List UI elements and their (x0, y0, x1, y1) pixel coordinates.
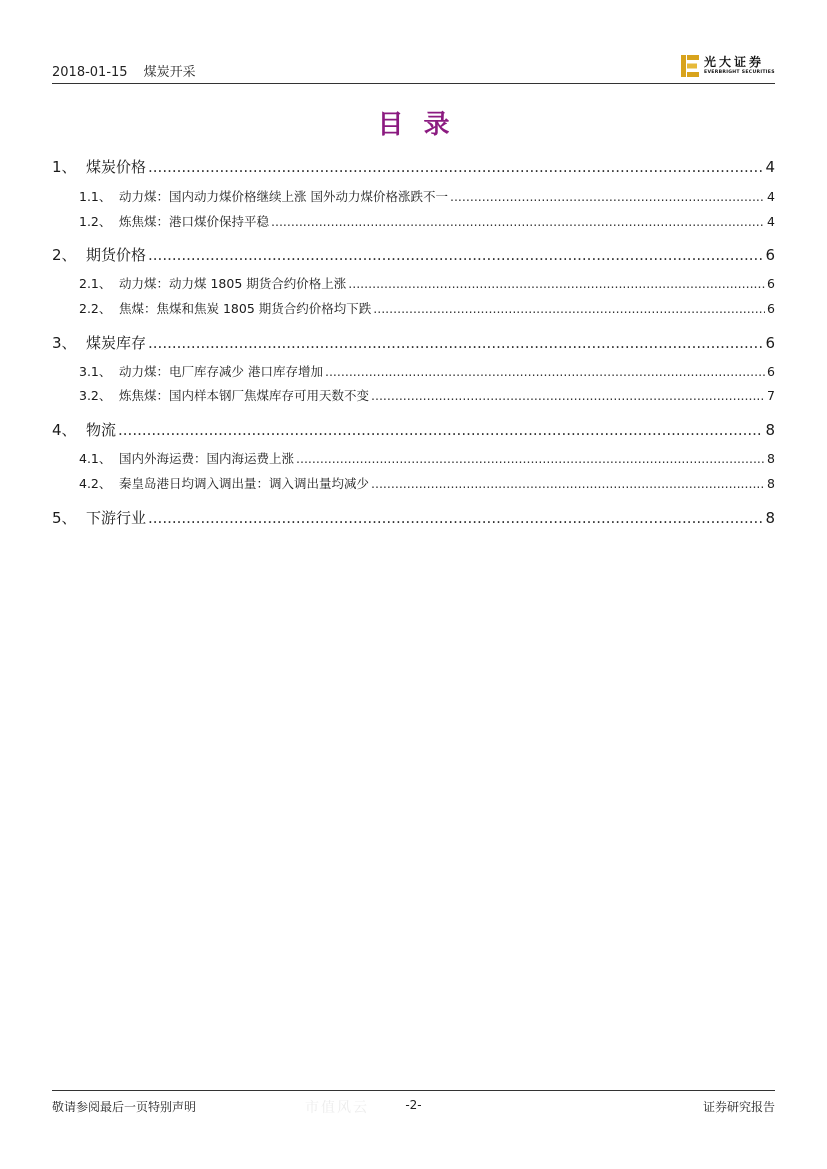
toc-entry-page: 8 (767, 476, 775, 491)
toc-leader-dots (148, 246, 763, 264)
toc-entry-page: 8 (765, 509, 775, 527)
toc-leader-dots (148, 334, 763, 352)
toc-entry-page: 6 (767, 276, 775, 291)
toc-entry[interactable] (79, 362, 775, 380)
toc-entry-page: 4 (767, 189, 775, 204)
toc-leader-dots (348, 276, 765, 291)
toc-entry-number: 2、 (52, 246, 77, 264)
toc-leader-dots (371, 476, 765, 491)
toc-entry[interactable] (79, 449, 775, 467)
toc-leader-dots (148, 158, 763, 176)
toc-leader-dots (271, 214, 765, 229)
toc-entry[interactable] (52, 332, 775, 353)
toc-entry-title: 动力煤：动力煤 1805 期货合约价格上涨 (119, 276, 347, 291)
toc-entry[interactable] (52, 419, 775, 440)
toc-entry-number: 1.1、 (79, 189, 112, 204)
everbright-logo (681, 53, 775, 79)
header-text (52, 61, 196, 80)
toc-entry-page: 4 (767, 214, 775, 229)
toc-entry-number: 4.2、 (79, 476, 112, 491)
toc-leader-dots (325, 364, 765, 379)
toc-entry-title: 国内外海运费：国内海运费上涨 (119, 451, 295, 466)
toc-leader-dots (450, 189, 765, 204)
toc-entry-number: 1.2、 (79, 214, 112, 229)
page-header (52, 52, 775, 84)
toc-entry-page: 8 (767, 451, 775, 466)
toc-entry-page: 7 (767, 388, 775, 403)
toc-leader-dots (118, 421, 763, 439)
toc-entry-title: 期货价格 (86, 246, 147, 264)
toc-entry-page: 6 (767, 301, 775, 316)
toc-entry-page: 8 (765, 421, 775, 439)
logo-english-name: EVERBRIGHT SECURITIES (704, 70, 775, 75)
toc-entry-number: 1、 (52, 158, 77, 176)
toc-entry-title: 焦煤：焦煤和焦炭 1805 期货合约价格均下跌 (119, 301, 372, 316)
toc-entry-number: 3.2、 (79, 388, 112, 403)
toc-entry-number: 2.1、 (79, 276, 112, 291)
toc-entry-number: 2.2、 (79, 301, 112, 316)
toc-entry-number: 4.1、 (79, 451, 112, 466)
everbright-logo-icon (681, 55, 699, 77)
toc-entry-title: 煤炭价格 (86, 158, 147, 176)
footer-report-type: 证券研究报告 (702, 1100, 775, 1114)
toc-leader-dots (373, 301, 765, 316)
toc-title: 目录 (377, 110, 470, 140)
page-footer (52, 1090, 775, 1120)
toc-entry-page: 4 (765, 158, 775, 176)
toc-entry-title: 炼焦煤：国内样本钢厂焦煤库存可用天数不变 (119, 388, 370, 403)
toc-entry-title: 动力煤：国内动力煤价格继续上涨 国外动力煤价格涨跌不一 (119, 189, 448, 204)
toc-leader-dots (148, 509, 763, 527)
toc-entry-title: 秦皇岛港日均调入调出量：调入调出量均减少 (119, 476, 370, 491)
toc-entry-number: 3、 (52, 334, 77, 352)
page-number: -2- (405, 1098, 422, 1112)
toc-entry[interactable] (52, 244, 775, 265)
toc-entry[interactable] (79, 274, 775, 292)
toc-leader-dots (296, 451, 765, 466)
toc-entry-page: 6 (765, 334, 775, 352)
footer-divider (52, 1090, 775, 1091)
toc-entry[interactable] (79, 187, 775, 205)
toc-entry[interactable] (79, 474, 775, 492)
header-topic: 煤炭开采 (143, 65, 196, 80)
toc-entry[interactable] (79, 386, 775, 404)
toc-entry[interactable] (52, 156, 775, 177)
toc-entry-title: 物流 (86, 421, 117, 439)
toc-entry-title: 煤炭库存 (86, 334, 147, 352)
toc-entry-number: 5、 (52, 509, 77, 527)
header-divider (52, 83, 775, 84)
toc-entry[interactable] (52, 507, 775, 528)
toc-entry-title: 炼焦煤：港口煤价保持平稳 (119, 214, 270, 229)
toc-entry-number: 4、 (52, 421, 77, 439)
header-date: 2018-01-15 (52, 65, 128, 80)
toc-entry-title: 下游行业 (86, 509, 147, 527)
toc-entry-title: 动力煤：电厂库存减少 港口库存增加 (119, 364, 323, 379)
toc-leader-dots (371, 388, 765, 403)
logo-chinese-name: 光大证券 (704, 55, 765, 69)
toc-entry[interactable] (79, 299, 775, 317)
toc-entry-page: 6 (765, 246, 775, 264)
toc-entry[interactable] (79, 212, 775, 230)
watermark: 市值风云 (305, 1100, 369, 1116)
toc-entry-page: 6 (767, 364, 775, 379)
footer-disclaimer: 敬请参阅最后一页特别声明 (52, 1100, 197, 1114)
toc-entry-number: 3.1、 (79, 364, 112, 379)
